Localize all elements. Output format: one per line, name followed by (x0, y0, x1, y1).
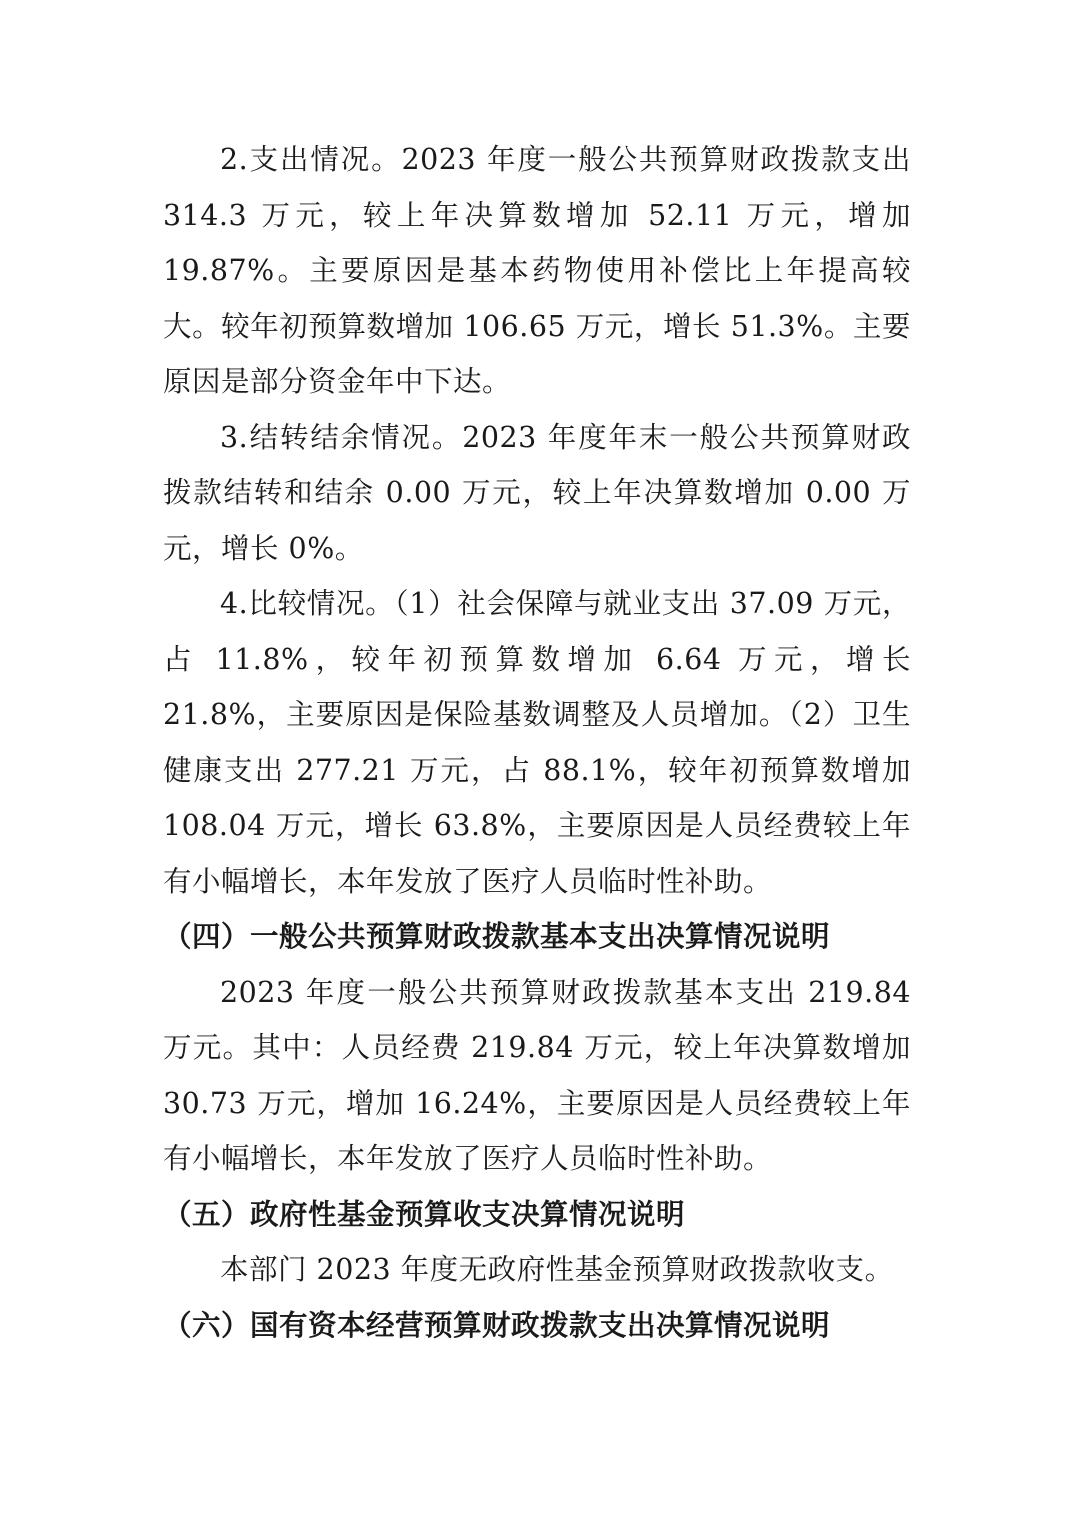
document-page (163, 132, 911, 1353)
paragraph-basic-expenditure: 2023 年度一般公共预算财政拨款基本支出 219.84 万元。其中：人员经费 219.84 万元，较上年决算数增加 30.73 万元，增加 16.24%，主要原因是人员经费较上年有小幅增长，本年发放了医疗人员临时性补助。 (163, 975, 911, 1175)
paragraph-expenditure: 2.支出情况。2023 年度一般公共预算财政拨款支出 314.3 万元，较上年决算数增加 52.11 万元，增加 19.87%。主要原因是基本药物使用补偿比上年提高较大。较年初预算数增加 106.65 万元，增长 51.3%。主要原因是部分资金年中下达。 (163, 143, 911, 398)
paragraph-comparison: 4.比较情况。（1）社会保障与就业支出 37.09 万元，占 11.8%，较年初预算数增加 6.64 万元，增长 21.8%，主要原因是保险基数调整及人员增加。（2）卫生健康支出 277.21 万元，占 88.1%，较年初预算数增加 108.04 万元，增长 63.8%，主要原因是人员经费较上年有小幅增长，本年发放了医疗人员临时性补助。 (163, 587, 911, 898)
paragraph-government-fund: 本部门 2023 年度无政府性基金预算财政拨款收支。 (220, 1253, 894, 1286)
section-heading-6: （六）国有资本经营预算财政拨款支出决算情况说明 (163, 1307, 831, 1342)
section-heading-4: （四）一般公共预算财政拨款基本支出决算情况说明 (163, 919, 831, 953)
paragraph-carryover-balance: 3.结转结余情况。2023 年度年末一般公共预算财政拨款结转和结余 0.00 万元，较上年决算数增加 0.00 万元，增长 0%。 (163, 420, 911, 565)
section-heading-5: （五）政府性基金预算收支决算情况说明 (163, 1196, 686, 1231)
